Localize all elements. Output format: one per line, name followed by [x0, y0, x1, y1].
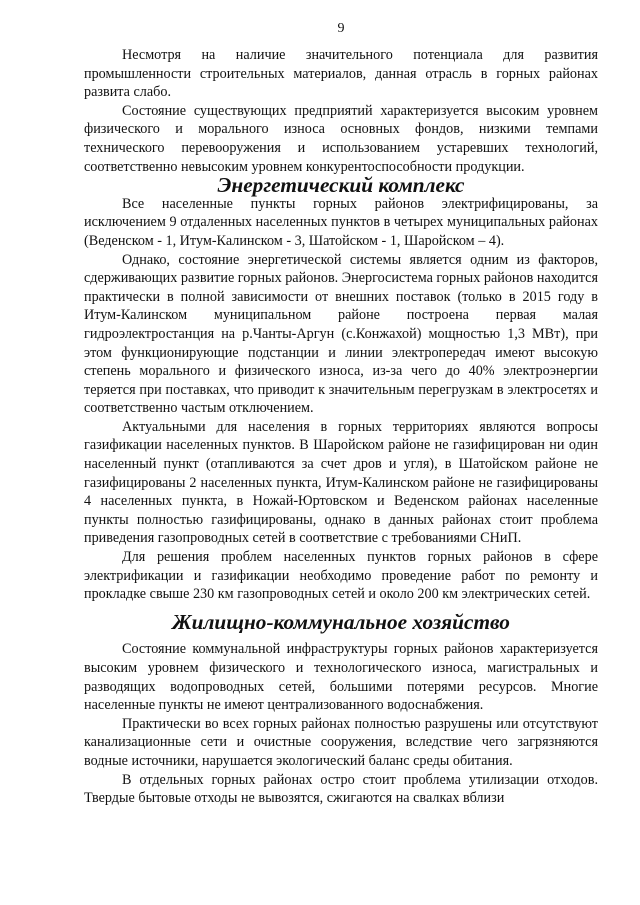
paragraph-communal-infrastructure: Состояние коммунальной инфраструктуры горных районов характеризуется высоким уровнем физического и технологического износа, магистральных и разводящих водопроводных сетей, большими потерями ресурсов. Многие населенные пункты не имеют централизованного водоснабжения.: [84, 641, 598, 714]
paragraph-energy-system: Однако, состояние энергетической системы является одним из факторов, сдерживающих развитие горных районов. Энергосистема горных районов находится практически в полной зависимости от внешних поставок (только в 2015 году в Итум-Калинском муниципальном районе построена первая малая гидроэлектростанция на р.Чанты-Аргун (с.Конжахой) мощностью 1,3 МВт), при этом функционирующие подстанции и линии электропередач имеют высокую степень морального и физического износа, из-за чего до 40% электроэнергии теряется при поставках, что приводит к значительным перегрузкам в электросетях и соответственно частым отключением.: [84, 251, 598, 417]
paragraph-building-materials: Несмотря на наличие значительного потенциала для развития промышленности строительных материалов, данная отрасль в горных районах развита слабо.: [84, 47, 598, 101]
paragraph-electrification: Все населенные пункты горных районов электрифицированы, за исключением 9 отдаленных населенных пунктов в четырех муниципальных районах (Веденском - 1, Итум-Калинском - 3, Шатойском - 1, Шаройском – 4).: [84, 195, 598, 249]
paragraph-waste: В отдельных горных районах остро стоит проблема утилизации отходов. Твердые бытовые отходы не вывозятся, сжигаются на свалках вблизи: [84, 771, 598, 807]
paragraph-repair-needs: Для решения проблем населенных пунктов горных районов в сфере электрификации и газификации необходимо проведение работ по ремонту и прокладке свыше 230 км газопроводных сетей и около 200 км электрических сетей.: [84, 549, 598, 603]
paragraph-gasification: Актуальными для населения в горных территориях являются вопросы газификации населенных пунктов. В Шаройском районе не газифицирован ни один населенный пункт (отапливаются за счет дров и угля), в Шатойском районе не газифицированы 2 населенных пункта, Итум-Калинском районе не газифицированы 4 населенных пункта, в Ножай-Юртовском и Веденском районах населенные пункты полностью газифицированы, однако в данных районах стоит проблема приведения газопроводных сетей в соответствие с требованиями СНиП.: [84, 418, 598, 547]
section-heading-housing: Жилищно-коммунальное хозяйство: [172, 609, 510, 634]
page-number: 9: [337, 21, 345, 36]
paragraph-sewerage: Практически во всех горных районах полностью разрушены или отсутствуют канализационные сети и очистные сооружения, вследствие чего загрязняются водные источники, нарушается экологический баланс среды обитания.: [84, 715, 598, 769]
paragraph-enterprises-state: Состояние существующих предприятий характеризуется высоким уровнем физического и морального износа основных фондов, низкими темпами технического перевооружения и использованием устаревших технологий, соответственно невысоким уровнем конкурентоспособности продукции.: [84, 102, 598, 175]
section-heading-energy: Энергетический комплекс: [217, 173, 465, 198]
